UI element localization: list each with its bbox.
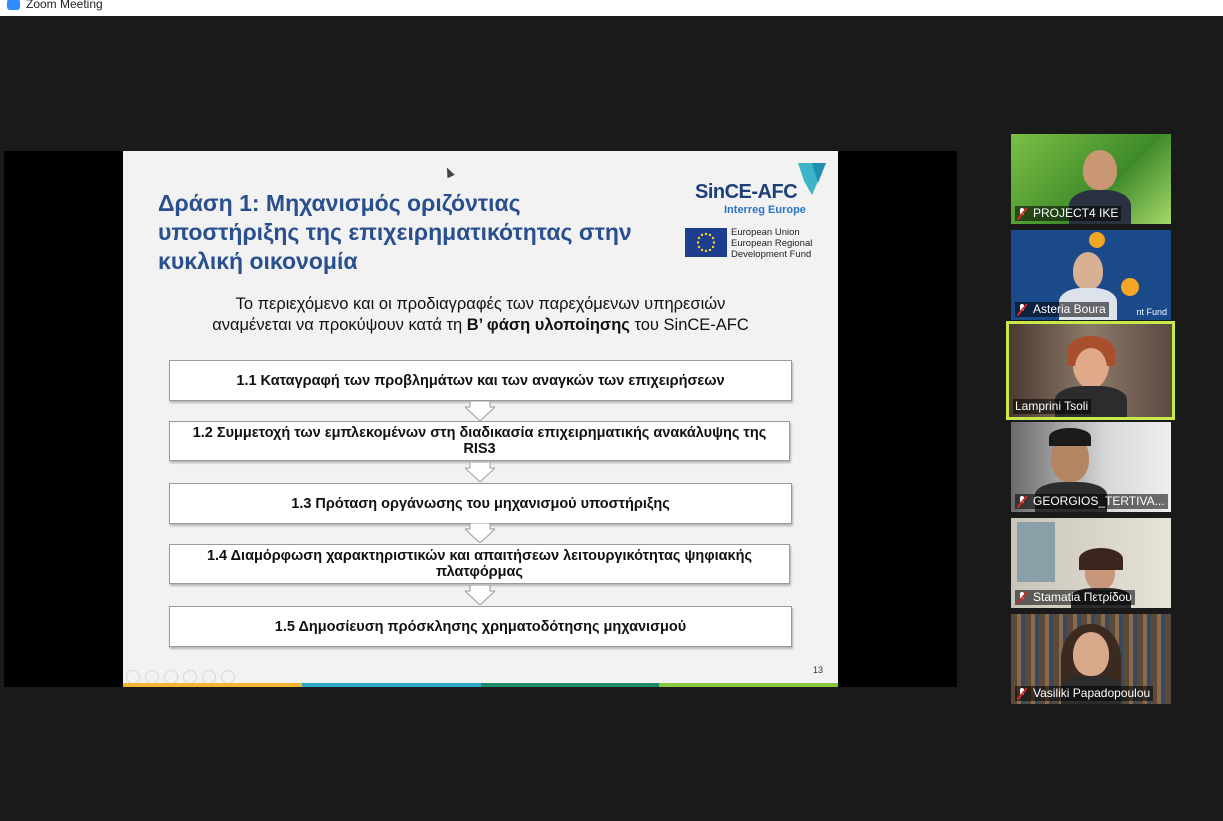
participant-hair (1079, 548, 1123, 570)
eu-text-line: European Union (731, 227, 800, 238)
window-titlebar (0, 0, 1223, 16)
intro-text: του SinCE-AFC (629, 316, 749, 334)
zoom-app-icon (7, 0, 20, 10)
down-arrow-icon (465, 401, 495, 421)
step-box-5 (169, 606, 792, 647)
zoom-icon[interactable] (202, 670, 216, 684)
step-label: 1.2 Συμμετοχή των εμπλεκομένων στη διαδικασία επιχειρηματικής ανακάλυψης της RIS3 (192, 425, 767, 457)
participant-tile[interactable] (1011, 422, 1171, 512)
color-segment (481, 683, 660, 687)
participant-name-label (1015, 590, 1135, 605)
color-segment (302, 683, 481, 687)
mic-muted-icon (1017, 688, 1027, 700)
participant-video (1073, 632, 1109, 676)
intro-line: Το περιεχόμενο και οι προδιαγραφές των παρεχόμενων υπηρεσιών (235, 295, 726, 313)
eu-text-line: Development Fund (731, 249, 812, 260)
slide-title-line: υποστήριξης της επιχειρηματικότητας στην (158, 219, 632, 245)
participant-tile[interactable] (1011, 230, 1171, 320)
step-label: 1.3 Πρόταση οργάνωσης του μηχανισμού υποστήριξης (291, 495, 670, 512)
color-segment (659, 683, 838, 687)
participant-tile[interactable] (1011, 518, 1171, 608)
step-label: 1.5 Δημοσίευση πρόσκλησης χρηματοδότησης μηχανισμού (274, 618, 687, 635)
step-box-3 (169, 483, 792, 524)
participant-name: Stamatia Πετρίδου (1033, 590, 1132, 604)
slide-title-line: Δράση 1: Μηχανισμός οριζόντιας (158, 190, 521, 216)
slide-nav-controls[interactable] (126, 670, 235, 684)
participant-tile[interactable] (1011, 614, 1171, 704)
presentation-slide (123, 151, 838, 687)
slides-icon[interactable] (183, 670, 197, 684)
participant-name-label (1015, 494, 1168, 509)
intro-line (153, 315, 808, 336)
slide-color-bar (123, 683, 838, 687)
participant-name: PROJECT4 IKE (1033, 206, 1119, 220)
participant-name: GEORGIOS_TERTIVA... (1033, 494, 1165, 508)
participant-video (1083, 150, 1117, 190)
intro-bold: Β’ φάση υλοποίησης (466, 316, 630, 334)
eu-flag-icon (685, 228, 727, 257)
participant-name: Asteria Boura (1033, 302, 1106, 316)
color-segment (123, 683, 302, 687)
pen-icon[interactable] (164, 670, 178, 684)
mouse-cursor-icon (443, 166, 454, 178)
background-painting (1017, 522, 1055, 582)
next-slide-icon[interactable] (145, 670, 159, 684)
mic-muted-icon (1017, 592, 1027, 604)
background-decoration (1089, 232, 1105, 248)
intro-text: αναμένεται να προκύψουν κατά τη (212, 316, 467, 334)
participant-name-label (1015, 302, 1109, 317)
participant-hair (1049, 428, 1091, 446)
more-icon[interactable] (221, 670, 235, 684)
participant-face (1075, 348, 1107, 388)
mic-muted-icon (1017, 208, 1027, 220)
logo-sub: Interreg Europe (724, 204, 806, 216)
step-box-2 (169, 421, 790, 461)
window-title: Zoom Meeting (26, 0, 103, 11)
participant-name: Lamprini Tsoli (1015, 399, 1089, 413)
participant-name-label (1015, 206, 1121, 221)
slide-number: 13 (813, 665, 824, 675)
slide-intro (153, 294, 808, 336)
step-label: 1.4 Διαμόρφωση χαρακτηριστικών και απαιτήσεων λειτουργικότητας ψηφιακής πλατφόρμας (206, 548, 753, 580)
mic-muted-icon (1017, 304, 1027, 316)
participant-tile-active-speaker[interactable] (1009, 324, 1172, 417)
background-decoration (1121, 278, 1139, 296)
participant-tile[interactable] (1011, 134, 1171, 224)
eu-funding-text (731, 227, 838, 260)
shared-screen[interactable] (4, 151, 957, 687)
participant-name: Vasiliki Papadopoulou (1033, 686, 1151, 700)
down-arrow-icon (465, 462, 495, 482)
slide-title-line: κυκλική οικονομία (158, 248, 358, 274)
step-box-1 (169, 360, 792, 401)
down-arrow-icon (465, 585, 495, 605)
logo-brand: SinCE-AFC (695, 181, 798, 203)
participant-name-label (1015, 686, 1153, 701)
participant-name-label (1013, 399, 1091, 414)
step-box-4 (169, 544, 790, 584)
slide-title (158, 189, 678, 276)
eu-text-line: European Regional (731, 238, 813, 249)
participant-video (1073, 252, 1103, 290)
step-label: 1.1 Καταγραφή των προβλημάτων και των αναγκών των επιχειρήσεων (236, 372, 725, 389)
down-arrow-icon (465, 523, 495, 543)
prev-slide-icon[interactable] (126, 670, 140, 684)
background-text: nt Fund (1136, 307, 1167, 317)
mic-muted-icon (1017, 496, 1027, 508)
